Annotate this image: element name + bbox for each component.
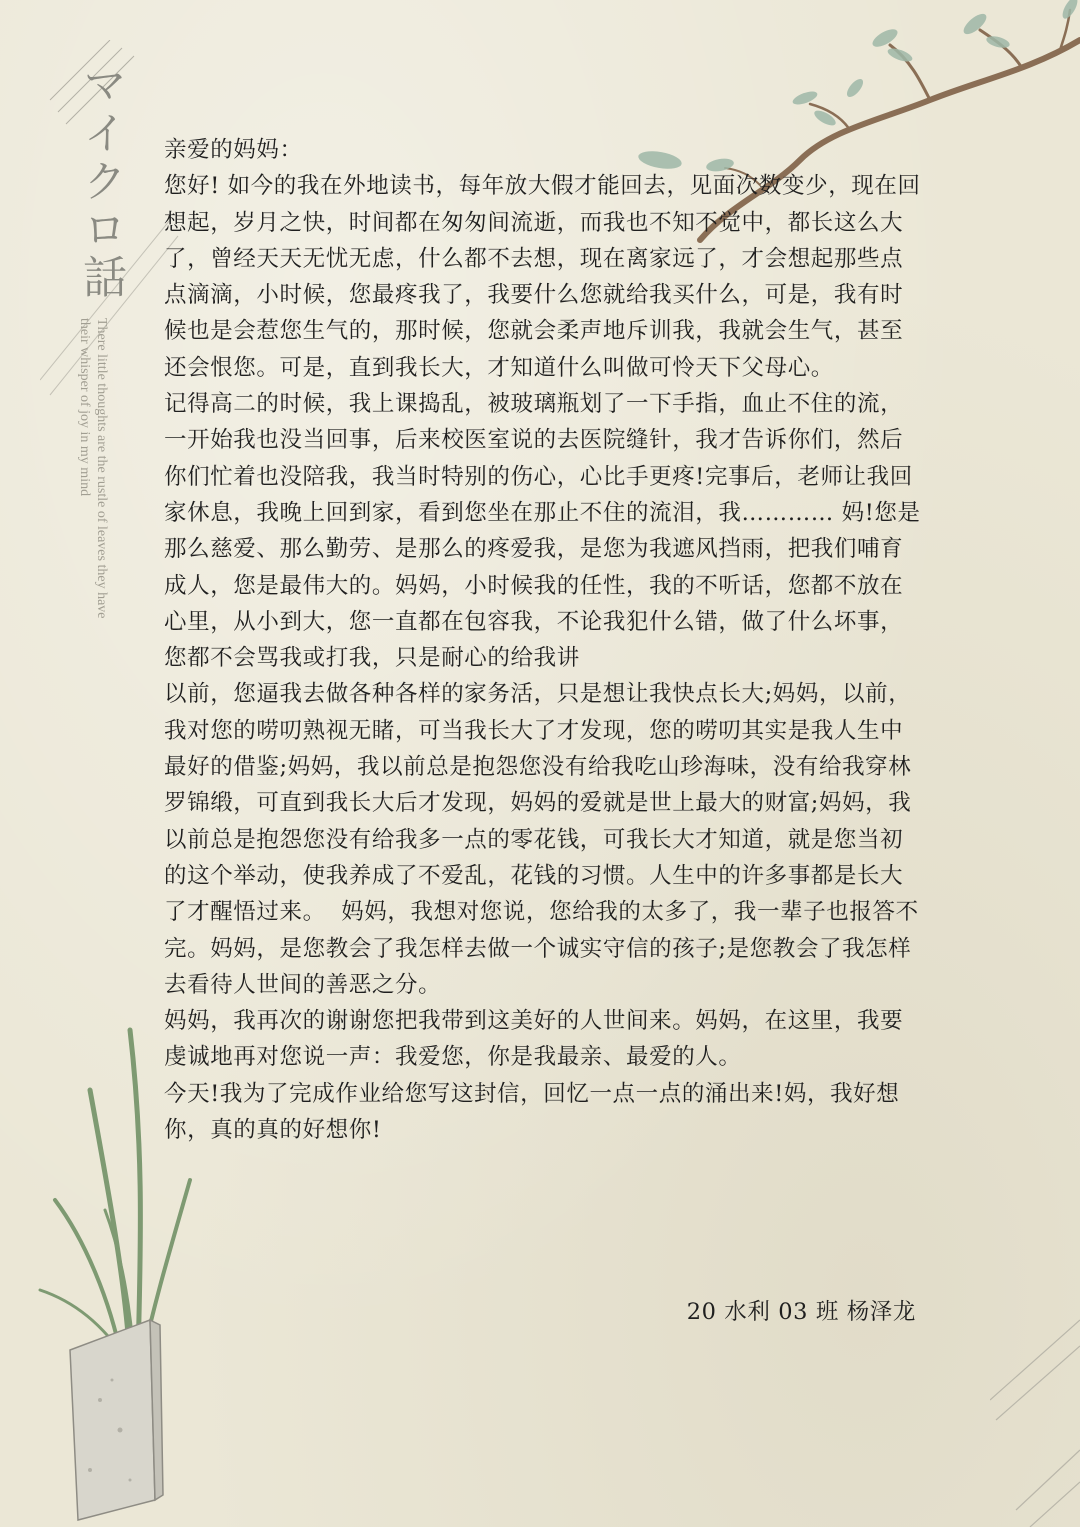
letter-signature: 20 水利 03 班 杨泽龙 (686, 1299, 916, 1325)
letter-paragraph: 妈妈，我再次的谢谢您把我带到这美好的人世间来。妈妈，在这里，我要虔诚地再对您说一声：我爱您，你是我最亲、最爱的人。 (164, 1008, 904, 1071)
letter-paragraph: 以前，您逼我去做各种各样的家务活，只是想让我快点长大;妈妈，以前，我对您的唠叨熟视无睹，可当我长大了才发现，您的唠叨其实是我人生中最好的借鉴;妈妈，我以前总是抱怨您没有给我吃山珍海味，没有给我穿林罗锦缎，可直到我长大后才发现，妈妈的爱就是世上最大的财富;妈妈，我以前总是抱怨您没有给我多一点的零花钱，可我长大才知道，就是您当初的这个举动，使我养成了不爱乱，花钱的习惯。人生中的许多事都是长大了才醒悟过来。 妈妈，我想对您说，您给我的太多了，我一辈子也报答不完。妈妈，是您教会了我怎样去做一个诚实守信的孩子;是您教会了我怎样去看待人世间的善恶之分。 (164, 681, 919, 998)
vertical-subtitle: There little thoughts are the rustle of leaves they have their whisper of joy in my mind (77, 318, 109, 619)
diagonal-lines-bottom-right (990, 1310, 1080, 1527)
letter-body (164, 132, 924, 1148)
vertical-title: マイクロ話 (75, 62, 126, 302)
letter-paragraph: 今天!我为了完成作业给您写这封信，回忆一点一点的涌出来!妈，我好想你，真的真的好想你! (164, 1080, 900, 1144)
letter-greeting: 亲爱的妈妈： (164, 137, 303, 163)
letter-paragraph: 记得高二的时候，我上课捣乱，被玻璃瓶划了一下手指，血止不住的流，一开始我也没当回事，后来校医室说的去医院缝针，我才告诉你们，然后你们忙着也没陪我，我当时特别的伤心，心比手更疼!完事后，老师让我回家休息，我晚上回到家，看到您坐在那止不住的流泪，我………… 妈!您是那么慈爱、那么勤劳、是那么的疼爱我，是您为我遮风挡雨，把我们哺育成人，您是最伟大的。妈妈，小时候我的任性，我的不听话，您都不放在心里，从小到大，您一直都在包容我，不论我犯什么错，做了什么坏事，您都不会骂我或打我，只是耐心的给我讲 (164, 391, 921, 672)
letter-paragraph: 您好! 如今的我在外地读书，每年放大假才能回去，见面次数变少，现在回想起，岁月之快，时间都在匆匆间流逝，而我也不知不觉中，都长这么大了，曾经天天无忧无虑，什么都不去想，现在离家远了，才会想起那些点点滴滴，小时候，您最疼我了，我要什么您就给我买什么，可是，我有时候也是会惹您生气的，那时候，您就会柔声地斥训我，我就会生气，甚至还会恨您。可是，直到我长大，才知道什么叫做可怜天下父母心。 (164, 173, 921, 381)
